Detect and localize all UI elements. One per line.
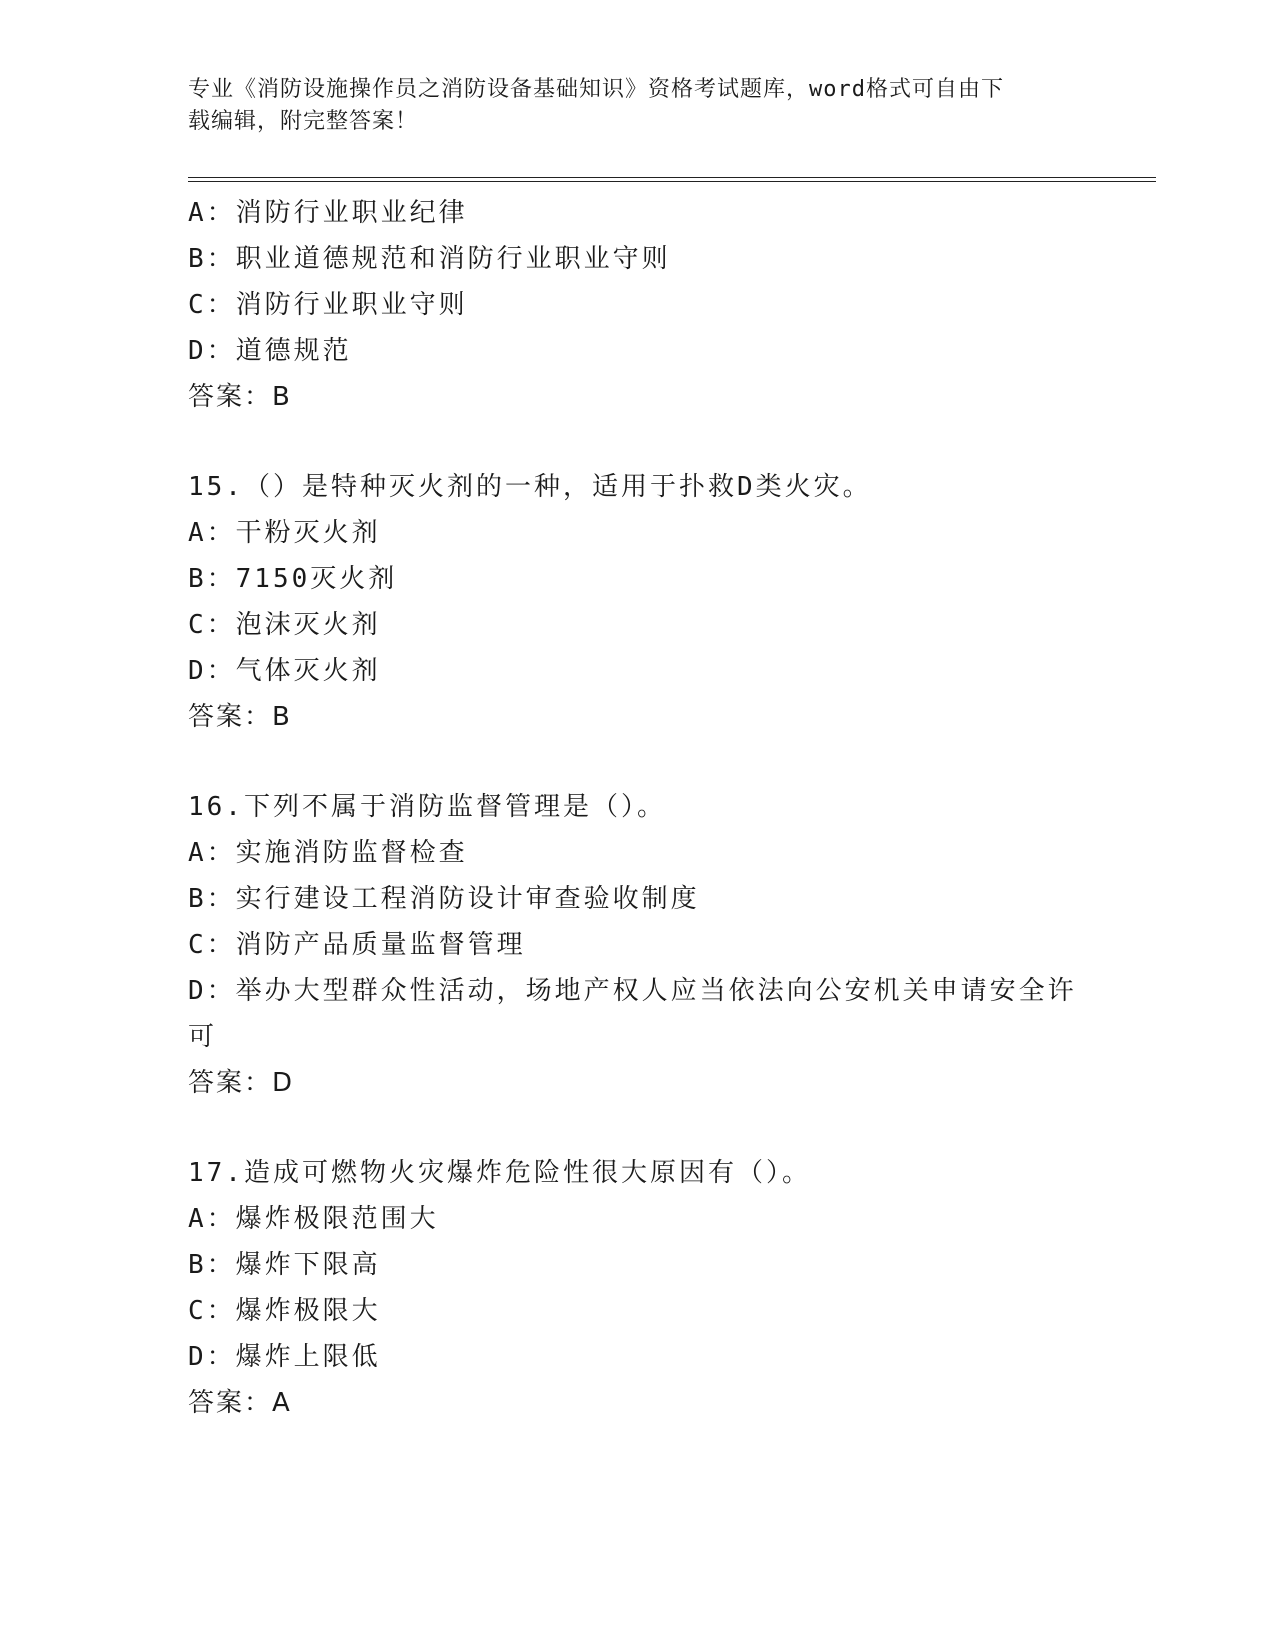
answer: 答案：D xyxy=(188,1068,295,1098)
option-d: D：道德规范 xyxy=(188,336,352,366)
option-a: A：实施消防监督检查 xyxy=(188,838,468,868)
option-b: B：职业道德规范和消防行业职业守则 xyxy=(188,244,671,274)
header-rule-top xyxy=(188,177,1156,178)
option-c: C：泡沫灭火剂 xyxy=(188,610,381,640)
header-line-1: 专业《消防设施操作员之消防设备基础知识》资格考试题库，word格式可自由下 xyxy=(188,77,1004,102)
option-a: A：干粉灭火剂 xyxy=(188,518,381,548)
answer: 答案：A xyxy=(188,1388,292,1418)
option-c: C：消防产品质量监督管理 xyxy=(188,930,526,960)
answer: 答案：B xyxy=(188,382,292,412)
option-b: B：实行建设工程消防设计审查验收制度 xyxy=(188,884,700,914)
answer: 答案：B xyxy=(188,702,292,732)
question-text: 16.下列不属于消防监督管理是（）。 xyxy=(188,792,666,822)
option-a: A：爆炸极限范围大 xyxy=(188,1204,439,1234)
option-b: B：7150灭火剂 xyxy=(188,564,398,594)
option-c: C：爆炸极限大 xyxy=(188,1296,381,1326)
option-c: C：消防行业职业守则 xyxy=(188,290,468,320)
question-block-14 xyxy=(188,190,1088,420)
question-list xyxy=(188,190,1088,1426)
question-text: 17.造成可燃物火灾爆炸危险性很大原因有（）。 xyxy=(188,1158,811,1188)
option-d-continued: 可 xyxy=(188,1022,218,1052)
option-a: A：消防行业职业纪律 xyxy=(188,198,468,228)
question-block-16 xyxy=(188,784,1088,1106)
question-block-15 xyxy=(188,464,1088,740)
document-header xyxy=(188,74,1088,138)
question-block-17 xyxy=(188,1150,1088,1426)
option-d: D：爆炸上限低 xyxy=(188,1342,381,1372)
question-text: 15.（）是特种灭火剂的一种，适用于扑救D类火灾。 xyxy=(188,472,872,502)
option-d: D：气体灭火剂 xyxy=(188,656,381,686)
option-d: D：举办大型群众性活动，场地产权人应当依法向公安机关申请安全许 xyxy=(188,976,1077,1006)
option-b: B：爆炸下限高 xyxy=(188,1250,381,1280)
header-line-2: 载编辑，附完整答案！ xyxy=(188,109,419,134)
header-rule-bottom xyxy=(188,181,1156,182)
